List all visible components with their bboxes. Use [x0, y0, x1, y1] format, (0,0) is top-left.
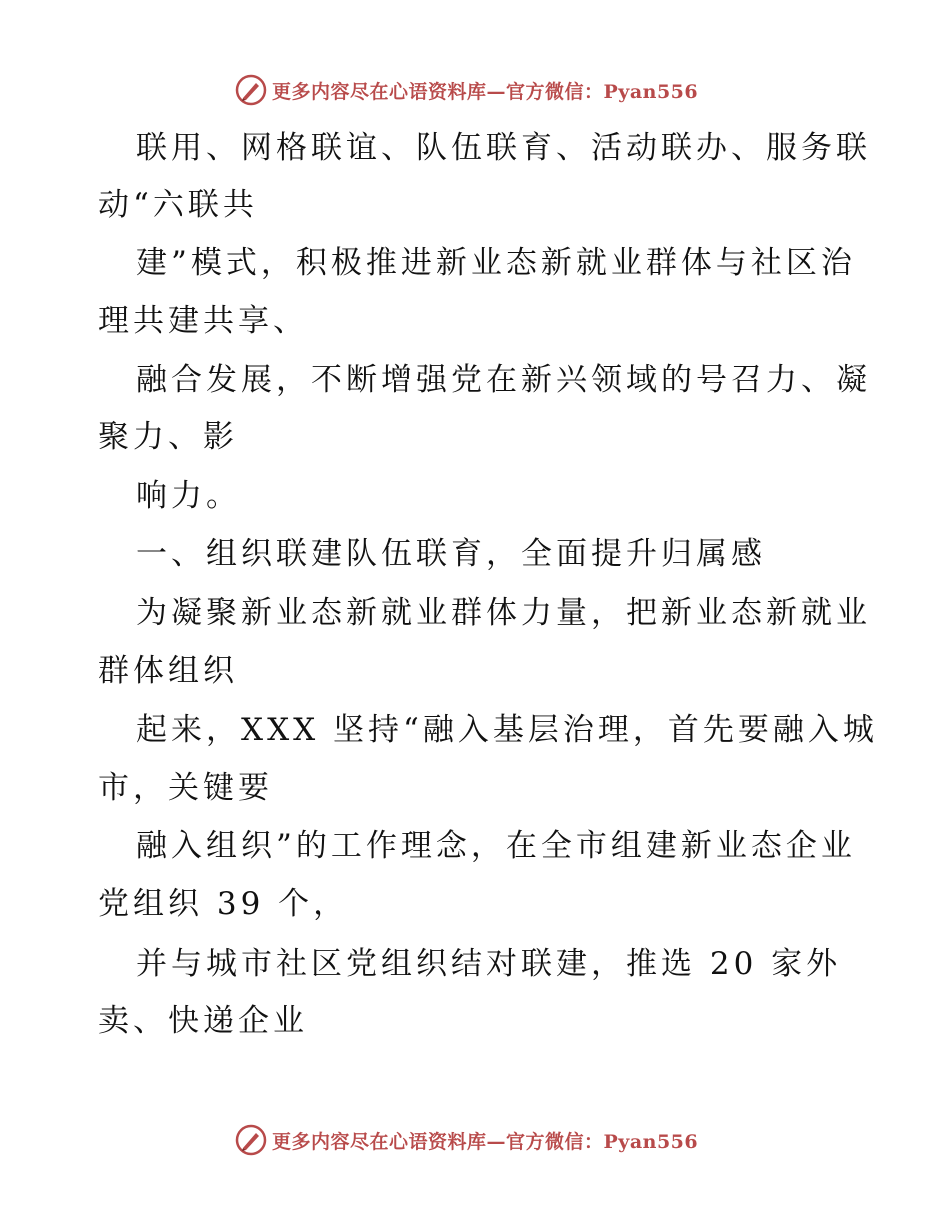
pen-logo-icon	[234, 73, 268, 107]
text-line-13: 融入组织”的工作理念，在全市组建新业态企业	[136, 828, 856, 864]
text-line-12: 市，关键要	[98, 770, 273, 806]
text-line-15: 并与城市社区党组织结对联建，推选 20 家外	[136, 946, 842, 982]
section-heading: 一、组织联建队伍联育，全面提升归属感	[136, 536, 766, 572]
text-line-2: 动“六联共	[98, 187, 258, 223]
footer-watermark	[0, 1120, 950, 1160]
text-line-16: 卖、快递企业	[98, 1003, 308, 1039]
header-watermark	[0, 70, 950, 110]
text-line-14: 党组织 39 个，	[98, 886, 349, 922]
text-line-6: 聚力、影	[98, 419, 238, 455]
text-line-9: 为凝聚新业态新就业群体力量，把新业态新就业	[136, 595, 871, 631]
text-line-10: 群体组织	[98, 653, 238, 689]
text-line-4: 理共建共享、	[98, 303, 308, 339]
text-line-7: 响力。	[136, 478, 241, 514]
pen-logo-icon	[234, 1123, 268, 1157]
watermark-text: 更多内容尽在心语资料库—官方微信：Pyan556	[272, 1130, 699, 1153]
text-line-1: 联用、网格联谊、队伍联育、活动联办、服务联	[136, 130, 871, 166]
text-line-3: 建”模式，积极推进新业态新就业群体与社区治	[136, 245, 856, 281]
text-line-5: 融合发展，不断增强党在新兴领域的号召力、凝	[136, 362, 871, 398]
watermark-text: 更多内容尽在心语资料库—官方微信：Pyan556	[272, 80, 699, 103]
text-line-11: 起来，XXX 坚持“融入基层治理，首先要融入城	[136, 712, 878, 748]
